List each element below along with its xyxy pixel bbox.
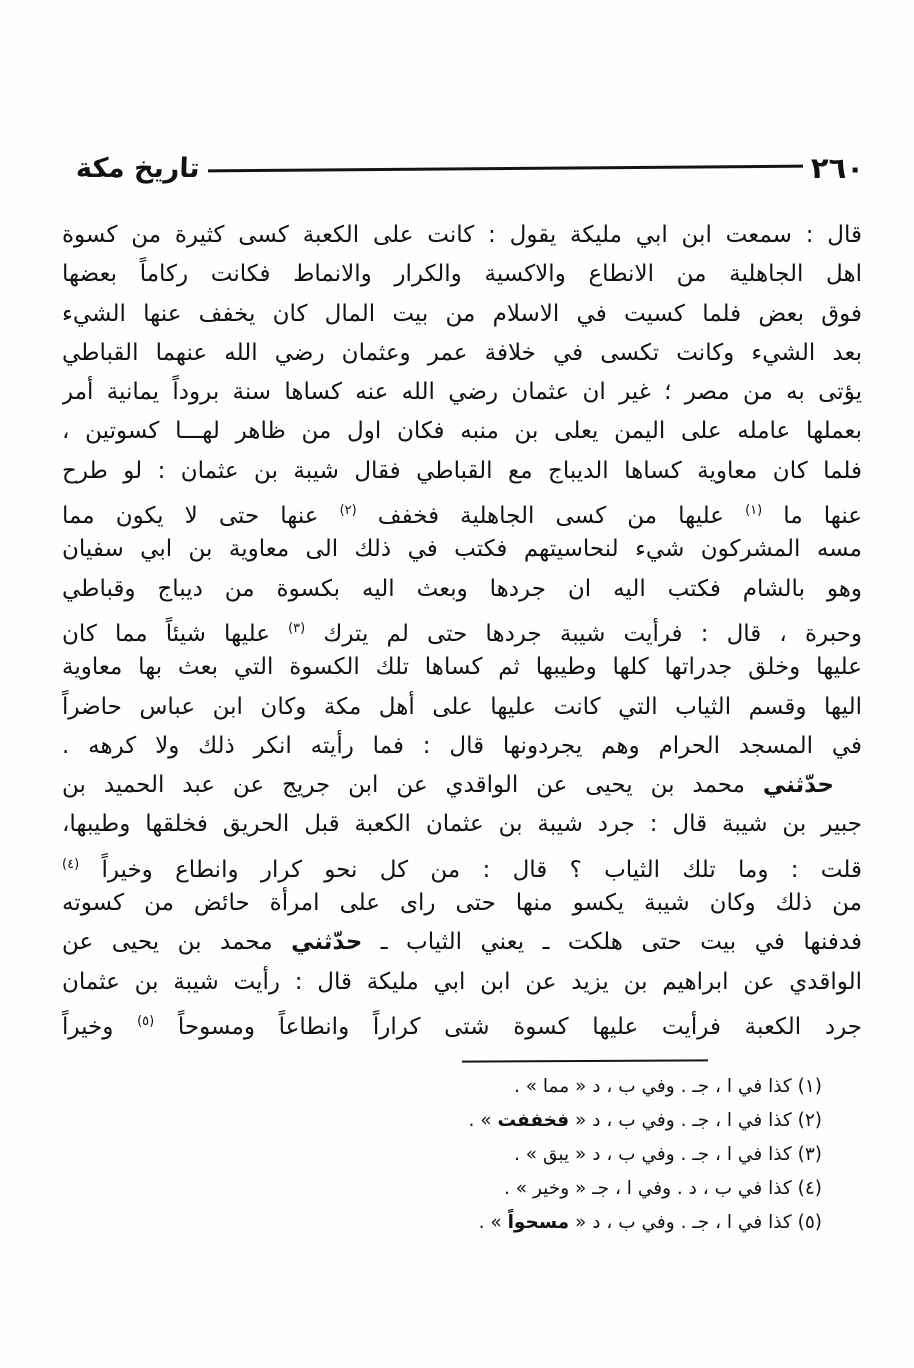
- text-line: [62, 963, 862, 1002]
- page-header: [76, 146, 864, 190]
- text-segment: قال : سمعت ابن ابي مليكة يقول : كانت على الكعبة كسى كثيرة من كسوة: [62, 222, 862, 248]
- text-segment: (٢) كذا في ا ، جـ . وفي ب ، د «: [569, 1110, 822, 1131]
- text-segment: الواقدي عن ابراهيم بن يزيد عن ابن ابي مليكة قال : رأيت شيبة بن عثمان: [62, 968, 862, 995]
- text-line: [62, 609, 862, 648]
- text-line: [62, 530, 862, 569]
- text-segment: فلما كان معاوية كساها الديباج مع القباطي فقال شيبة بن عثمان : لو طرح: [62, 457, 862, 484]
- text-segment: (٤) كذا في ب ، د . وفي ا ، جـ « وخير » .: [504, 1178, 822, 1199]
- text-segment: حدّثني: [291, 929, 363, 956]
- text-segment: بعد الشيء وكانت تكسى في خلافة عمر وعثمان رضي الله عنهما القباطي: [62, 339, 862, 366]
- text-segment: بعملها عامله على اليمن يعلى بن منبه فكان اول من ظاهر لهـــا كسوتين ،: [62, 418, 862, 445]
- text-line: [62, 452, 862, 491]
- text-segment: عنها حتى لا يكون مما: [62, 503, 340, 530]
- text-segment: وهو بالشام فكتب اليه ان جردها وبعث اليه بكسوة من ديباج وقباطي: [62, 575, 862, 602]
- text-segment: حدّثني: [762, 772, 834, 799]
- text-line: [62, 766, 862, 805]
- book-title: تاريخ مكة: [75, 152, 201, 184]
- text-segment: اليها وقسم الثياب التي كانت عليها على أهل مكة وكان ابن عباس حاضراً: [62, 693, 862, 720]
- text-line: [62, 1002, 862, 1041]
- footnote-item: [342, 1138, 822, 1172]
- text-line: [62, 295, 862, 334]
- text-segment: في المسجد الحرام وهم يجردونها قال : فما رأيته انكر ذلك ولا كرهه .: [62, 732, 862, 759]
- text-segment: قلت : وما تلك الثياب ؟ قال : من كل نحو كرار وانطاع وخيراً: [79, 856, 862, 883]
- text-line: [62, 688, 862, 727]
- text-line: [62, 923, 862, 962]
- text-line: [62, 373, 862, 412]
- text-segment: عليها من كسى الجاهلية فخفف: [356, 503, 746, 530]
- footnote-marker: (٣): [288, 620, 306, 636]
- footnote-marker: (١): [745, 503, 763, 519]
- text-segment: (٣) كذا في ا ، جـ . وفي ب ، د « يبق » .: [514, 1144, 822, 1165]
- text-segment: عليها شيئاً مما كان: [62, 620, 289, 647]
- text-segment: وخيراً: [62, 1013, 138, 1040]
- footnote-separator: [462, 1059, 708, 1062]
- text-segment: فوق بعض فلما كسيت في الاسلام من بيت المال كان يخفف عنها الشيء: [62, 300, 862, 327]
- text-segment: جرد الكعبة فرأيت عليها كسوة شتى كراراً وانطاعاً ومسوحاً: [154, 1013, 862, 1040]
- footnote-item: [342, 1172, 822, 1206]
- text-segment: » .: [478, 1212, 508, 1233]
- footnote-item: [342, 1206, 822, 1240]
- text-line: [62, 727, 862, 766]
- header-rule: [208, 164, 803, 172]
- footnote-marker: (٥): [137, 1013, 155, 1029]
- page-number: ٢٦٠: [810, 151, 864, 185]
- text-line: [62, 805, 862, 844]
- text-segment: من ذلك وكان شيبة يكسو منها حتى راى على امرأة حائض من كسوته: [62, 890, 862, 917]
- footnote-item: [342, 1104, 822, 1138]
- text-segment: محمد بن يحيى عن: [62, 929, 292, 956]
- footnote-item: [342, 1070, 822, 1104]
- text-segment: عليها وخلق جدراتها كلها وطيبها ثم كساها تلك الكسوة التي بعث بها معاوية: [62, 654, 862, 681]
- text-segment: (١) كذا في ا ، جـ . وفي ب ، د « مما » .: [513, 1076, 822, 1097]
- text-line: [62, 570, 862, 609]
- text-segment: محمد بن يحيى عن الواقدي عن ابن جريج عن عبد الحميد بن: [62, 772, 763, 799]
- text-segment: اهل الجاهلية من الانطاع والاكسية والكرار والانماط فكانت ركاماً بعضها: [62, 261, 862, 288]
- text-line: [62, 412, 862, 451]
- text-line: [62, 334, 862, 373]
- text-segment: » .: [468, 1110, 498, 1131]
- text-segment: فخففت: [497, 1110, 570, 1131]
- text-line: [62, 884, 862, 923]
- text-line: [62, 845, 862, 884]
- text-line: [62, 491, 862, 530]
- footnote-marker: (٢): [339, 503, 357, 519]
- text-segment: وحبرة ، قال : فرأيت شيبة جردها حتى لم يترك: [305, 620, 862, 647]
- text-segment: عنها ما: [762, 503, 862, 530]
- text-line: [62, 216, 862, 255]
- text-line: [62, 255, 862, 294]
- footnotes: [342, 1070, 822, 1240]
- text-segment: يؤتى به من مصر ؛ غير ان عثمان رضي الله عنه كساها سنة بروداً يمانية أمر: [62, 379, 862, 406]
- text-segment: مسحواً: [507, 1212, 570, 1233]
- text-segment: جبير بن شيبة قال : جرد شيبة بن عثمان الكعبة قبل الحريق فخلقها وطيبها،: [62, 811, 862, 838]
- text-line: [62, 648, 862, 687]
- text-segment: مسه المشركون شيء لنحاسيتهم فكتب في ذلك الى معاوية بن ابي سفيان: [62, 536, 862, 563]
- text-segment: فدفنها في بيت حتى هلكت ـ يعني الثياب ـ: [362, 929, 862, 956]
- body-text: [62, 216, 862, 1041]
- footnote-marker: (٤): [62, 856, 80, 872]
- text-segment: (٥) كذا في ا ، جـ . وفي ب ، د «: [569, 1212, 822, 1233]
